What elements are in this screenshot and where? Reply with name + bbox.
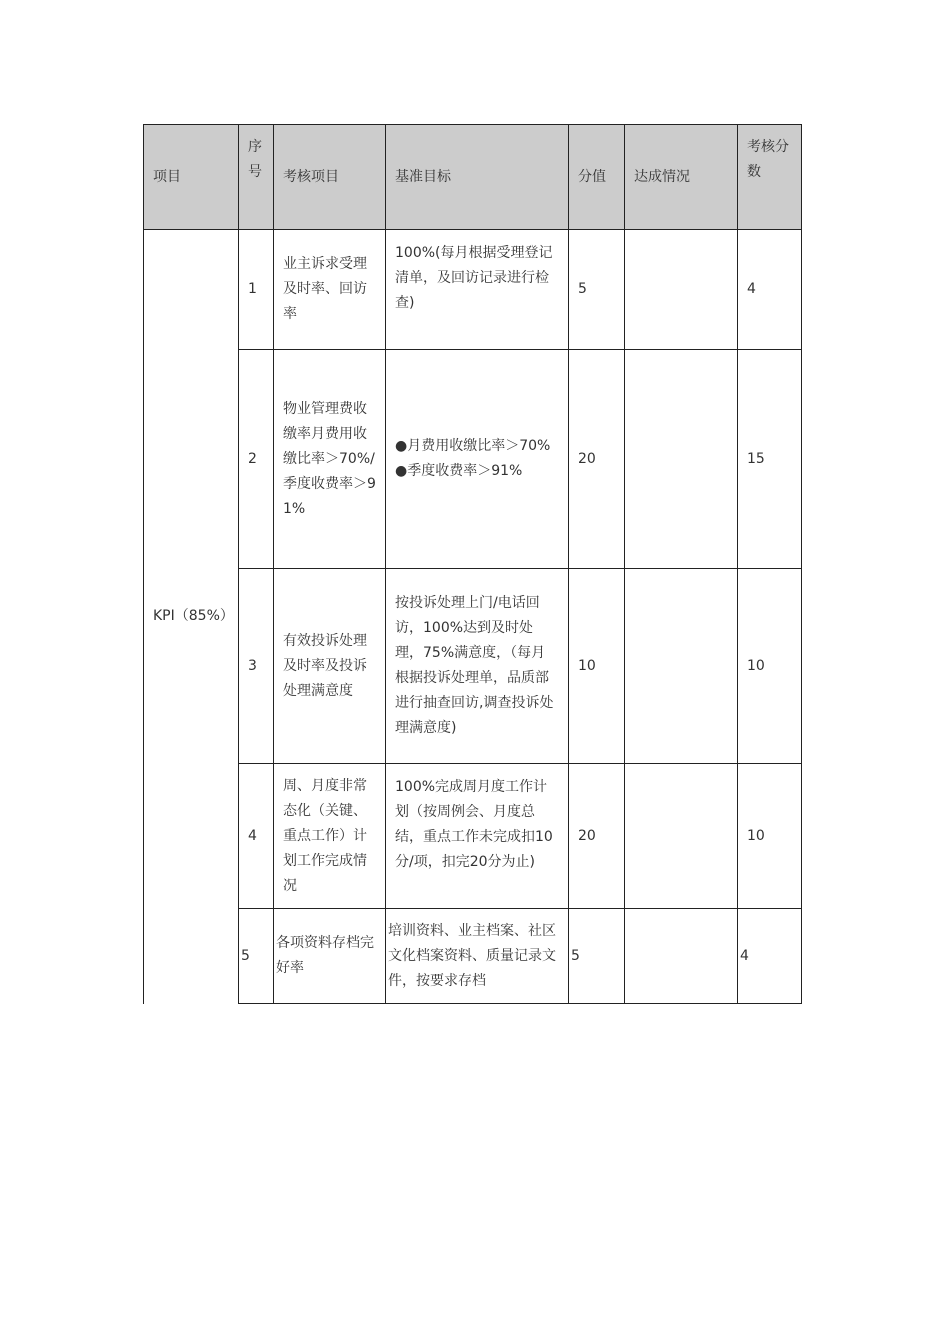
header-row	[144, 125, 802, 230]
header-target: 基准目标	[386, 125, 569, 230]
score-cell: 5	[569, 909, 625, 1004]
assessment-item-cell: 周、月度非常态化（关键、重点工作）计划工作完成情况	[274, 764, 386, 909]
target-cell: 培训资料、业主档案、社区文化档案资料、质量记录文件，按要求存档	[386, 909, 569, 1004]
target-cell: 100%完成周月度工作计划（按周例会、月度总结，重点工作未完成扣10分/项，扣完20分为止)	[386, 764, 569, 909]
assessed-score-cell: 15	[738, 350, 802, 569]
header-seq: 序号	[239, 125, 274, 230]
assessed-score-cell: 10	[738, 569, 802, 764]
seq-cell: 4	[239, 764, 274, 909]
table-row	[144, 230, 802, 350]
target-cell: 按投诉处理上门/电话回访，100%达到及时处理，75%满意度，（每月根据投诉处理单，品质部进行抽查回访,调查投诉处理满意度)	[386, 569, 569, 764]
category-cell: KPI（85%）	[144, 230, 239, 1004]
target-cell	[386, 350, 569, 569]
target-bullet: ●季度收费率＞91%	[395, 463, 523, 479]
seq-cell: 5	[239, 909, 274, 1004]
header-achievement: 达成情况	[625, 125, 738, 230]
score-cell: 10	[569, 569, 625, 764]
kpi-assessment-table	[143, 124, 802, 1004]
table-body	[144, 230, 802, 1004]
achievement-cell	[625, 569, 738, 764]
assessment-item-cell: 有效投诉处理及时率及投诉处理满意度	[274, 569, 386, 764]
assessed-score-cell: 10	[738, 764, 802, 909]
assessment-item-cell: 物业管理费收缴率月费用收缴比率＞70%/季度收费率＞91%	[274, 350, 386, 569]
score-cell: 5	[569, 230, 625, 350]
assessment-item-cell: 各项资料存档完好率	[274, 909, 386, 1004]
table-row	[144, 909, 802, 1004]
score-cell: 20	[569, 764, 625, 909]
table-header	[144, 125, 802, 230]
achievement-cell	[625, 764, 738, 909]
assessment-item-cell: 业主诉求受理及时率、回访率	[274, 230, 386, 350]
header-assessed-score: 考核分数	[738, 125, 802, 230]
achievement-cell	[625, 909, 738, 1004]
score-cell: 20	[569, 350, 625, 569]
assessed-score-cell: 4	[738, 230, 802, 350]
target-cell: 100%(每月根据受理登记清单，及回访记录进行检查)	[386, 230, 569, 350]
header-assessment-item: 考核项目	[274, 125, 386, 230]
achievement-cell	[625, 230, 738, 350]
target-bullet: ●月费用收缴比率＞70%	[395, 438, 551, 454]
table-row	[144, 350, 802, 569]
assessed-score-cell: 4	[738, 909, 802, 1004]
table-row	[144, 569, 802, 764]
seq-cell: 3	[239, 569, 274, 764]
header-item: 项目	[144, 125, 239, 230]
seq-cell: 1	[239, 230, 274, 350]
achievement-cell	[625, 350, 738, 569]
seq-cell: 2	[239, 350, 274, 569]
table-row	[144, 764, 802, 909]
header-score: 分值	[569, 125, 625, 230]
